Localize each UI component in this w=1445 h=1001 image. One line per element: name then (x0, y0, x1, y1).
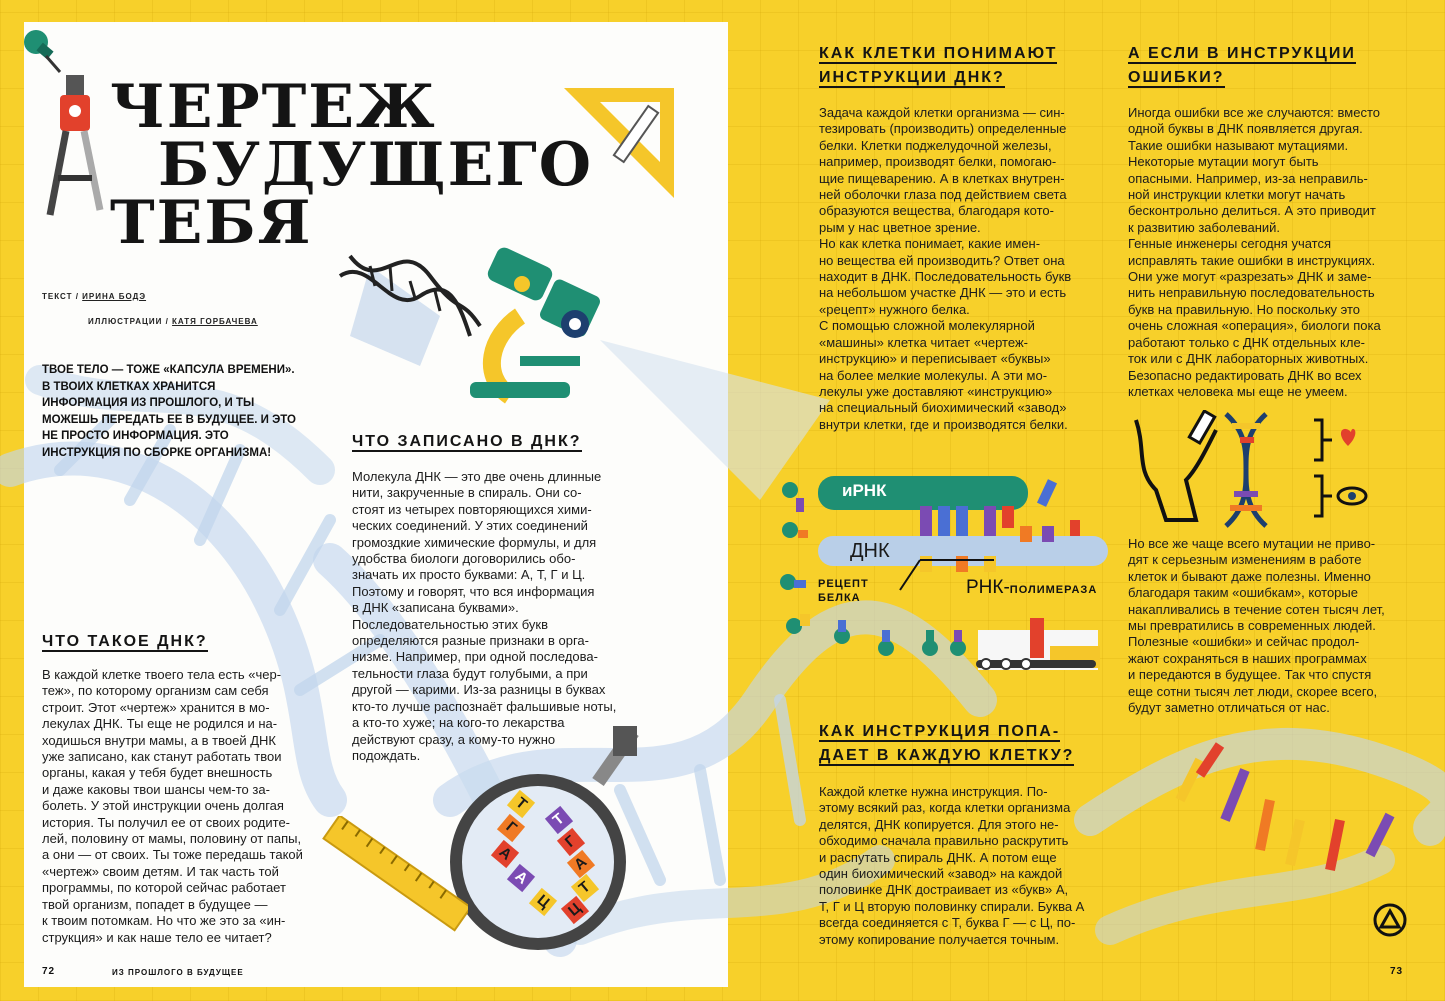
triangle-nav-icon[interactable] (1372, 902, 1408, 938)
heading-how-cells-understand (819, 42, 1057, 90)
letter-tile: Г (557, 828, 585, 856)
page-number-left: 72 (42, 966, 56, 977)
heading-line: ДАЕТ В КАЖДУЮ КЛЕТКУ? (819, 747, 1075, 764)
pushpin-icon (16, 24, 64, 76)
rna-polymerase-big: РНК- (966, 577, 1010, 598)
gene-editing-illustration (1126, 410, 1376, 528)
title-line-1: ЧЕРТЕЖ (110, 72, 437, 142)
author-credit (42, 292, 146, 301)
letter-tile: Ц (529, 888, 557, 916)
body-how-cells-understand: Задача каждой клетки организма — син- тезировать (производить) определенные белки. Клетки поджелудочной железы, например, производят белки, помогаю- щие пищеварению. А в клетках внутрен- ней оболочки глаза под действием света образуются вещества, благодаря кото- рым у нас цветное зрение. Но как клетка понимает, какие имен- но вещества ей производить? Ответ она находит в ДНК. Последовательность букв на небольшом участке ДНК — это и есть «рецепт» нужного белка. С помощью сложной молекулярной «машины» клетка читает «чертеж- инструкцию» и переписывает «буквы» на более мелкие молекулы. А эти мо- лекулы уже доставляют «инструкцию» на специальный биохимический «завод» внутри клетки, где и производятся белки. (819, 105, 1072, 432)
credit-author-name: ИРИНА БОДЭ (82, 292, 147, 301)
letter-tile: Т (545, 806, 573, 834)
article-title (110, 72, 594, 258)
letter-tile: А (491, 840, 519, 868)
body-what-is-written: Молекула ДНК — это две очень длинные нити, закрученные в спираль. Они со- стоят из четырех повторяющихся хими- ческих соединений. У этих соединений громоздкие химические формулы, и для удобства биологи договорились обо- значать их просто буквами: А, Т, Г и Ц. Поэтому и говорят, что вся информация в ДНК «записана буквами». Последовательностью этих букв определяются разные признаки в орга- низме. Например, при одной последова- тельности глаза будут голубыми, а при другой — карими. Из-за разницы в буквах кто-то лучше распознаёт фальшивые ноты, а кто-то хуже; на кого-то лекарства действуют сразу, а кому-то нужно подождать. (352, 469, 617, 763)
letter-tile: А (567, 850, 595, 878)
recipe-label (818, 577, 869, 605)
recipe-label-line: РЕЦЕПТ (818, 578, 869, 590)
dna-label: ДНК (850, 540, 890, 562)
body-if-errors-2: Но все же чаще всего мутации не приво- дят к серьезным изменениям в работе клеток и бывают даже полезны. Именно благодаря таким «ошибкам», которые накапливались в течение сотен тысяч лет, мы превратились в современных людей. Полезные «ошибки» и сейчас продол- жают сохраняться в наших программах и передаются в будущее. Так что спустя еще сотни тысяч лет люди, скорее всего, будут заметно отличаться от нас. (1128, 536, 1385, 716)
magnifier-letters (495, 792, 605, 922)
illustrator-credit (88, 317, 258, 326)
body-how-it-reaches: Каждой клетке нужна инструкция. По- этому всякий раз, когда клетки организма делятся, ДНК копируется. Для этого не- обходимо сначала правильно раскрутить и распутать спираль ДНК. А потом еще один биохимический «завод» на каждой половинке ДНК достраивает из «букв» А, Т, Г и Ц вторую половинку спирали. Буква А всегда соединяется с Т, буква Г — с Ц, по- этому копирование получается точным. (819, 784, 1085, 947)
letter-tile: Ц (561, 896, 589, 924)
ruler-icon (318, 816, 468, 936)
heading-line: ИНСТРУКЦИИ ДНК? (819, 69, 1005, 86)
body-what-is-dna: В каждой клетке твоего тела есть «чер- теж», по которому организм сам себя строит. Этот «чертеж» хранится в мо- лекулах ДНК. Ты еще не родился и на- ходишься внутри мамы, а в твоей ДНК уже записано, как станут работать твои органы, какая у тебя будет внешность и даже каковы твои шансы чем-то за- болеть. У этой инструкции очень долгая история. Ты получил ее от своих родите- лей, половину от мамы, половину от папы, а они — от своих. Ты тоже передашь такой «чертеж» своим детям. И так часть той программы, по которой сейчас работает твой организм, попадет в будущее — к твоим потомкам. Но что же это за «ин- струкция» и как наше тело ее читает? (42, 667, 303, 945)
credit-illus-label: ИЛЛЮСТРАЦИИ (88, 317, 163, 326)
page-number-right: 73 (1390, 966, 1404, 977)
heading-if-errors (1128, 42, 1356, 90)
letter-tile: Г (497, 814, 525, 842)
compass-icon (44, 75, 106, 220)
credit-separator: / (165, 317, 169, 326)
title-line-3: ТЕБЯ (110, 188, 313, 258)
heading-what-is-dna (42, 630, 208, 654)
body-if-errors: Иногда ошибки все же случаются: вместо одной буквы в ДНК появляется другая. Такие ошибки называют мутациями. Некоторые мутации могут быть опасными. Например, из-за неправиль- ной инструкции клетки могут начать бесконтрольно делиться. А это приводит к развитию заболеваний. Генные инженеры сегодня учатся исправлять такие ошибки в инструкциях. Они уже могут «разрезать» ДНК и заме- нить неправильную последовательность букв на правильную. Но поскольку это очень сложная «операция», биологи пока работают только с ДНК отдельных кле- ток или с ДНК лабораторных животных. Безопасно редактировать ДНК во всех клетках человека мы еще не умеем. (1128, 105, 1381, 399)
heading-line: А ЕСЛИ В ИНСТРУКЦИИ (1128, 45, 1356, 62)
microscope-illustration (330, 236, 630, 416)
heading-line: ОШИБКИ? (1128, 69, 1225, 86)
heading-text: ЧТО ТАКОЕ ДНК? (42, 633, 208, 650)
rna-polymerase-label (966, 577, 1097, 599)
letter-tile: Т (571, 874, 599, 902)
lead-paragraph: ТВОЕ ТЕЛО — ТОЖЕ «КАПСУЛА ВРЕМЕНИ». В ТВОИХ КЛЕТКАХ ХРАНИТСЯ ИНФОРМАЦИЯ ИЗ ПРОШЛОГО, И ТЫ МОЖЕШЬ ПЕРЕДАТЬ ЕЕ В БУДУЩЕЕ. И ЭТО НЕ ПРОСТО ИНФОРМАЦИЯ. ЭТО ИНСТРУКЦИЯ ПО СБОРКЕ ОРГАНИЗМА! (42, 364, 296, 459)
heading-line: КАК КЛЕТКИ ПОНИМАЮТ (819, 45, 1058, 62)
heading-text: ЧТО ЗАПИСАНО В ДНК? (352, 433, 582, 450)
mrna-label: иРНК (842, 481, 887, 500)
heading-line: КАК ИНСТРУКЦИЯ ПОПА- (819, 723, 1061, 740)
rna-polymerase-small: ПОЛИМЕРАЗА (1009, 584, 1098, 596)
heading-what-is-written (352, 430, 582, 454)
letter-tile: Т (507, 790, 535, 818)
credit-text-label: ТЕКСТ (42, 292, 73, 301)
letter-tile: А (507, 864, 535, 892)
section-footer: ИЗ ПРОШЛОГО В БУДУЩЕЕ (112, 968, 244, 977)
credit-illustrator-name: КАТЯ ГОРБАЧЕВА (172, 317, 258, 326)
title-line-2: БУДУЩЕГО (158, 130, 594, 200)
heading-how-it-reaches (819, 720, 1074, 768)
recipe-label-line: БЕЛКА (818, 592, 861, 604)
set-square-icon (560, 84, 678, 202)
credit-separator: / (75, 292, 79, 301)
